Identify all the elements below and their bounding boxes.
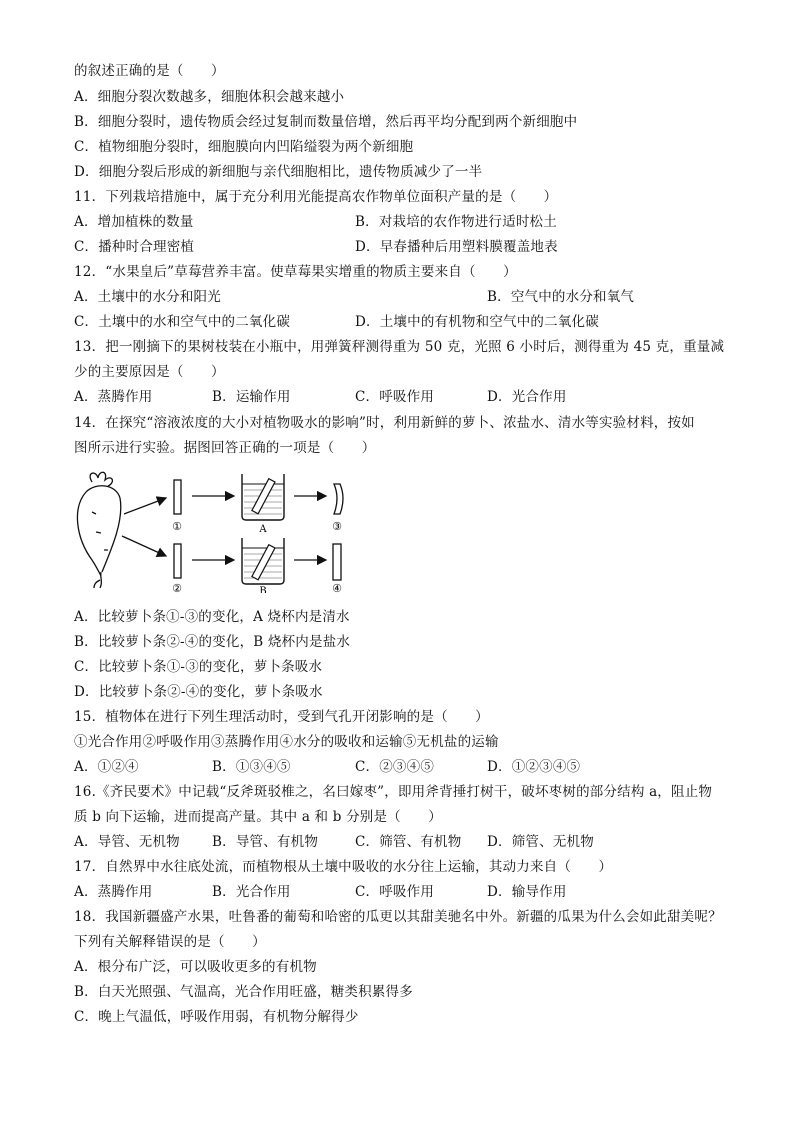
q14-option-b: B．比较萝卜条②-④的变化，B 烧杯内是盐水 [74,634,351,650]
q15-option-d: D．①②③④⑤ [487,759,581,775]
q12-stem: 12．“水果皇后”草莓营养丰富。使草莓果实增重的物质主要来自（ ） [74,264,517,280]
q14-stem-line1: 14．在探究“溶液浓度的大小对植物吸水的影响”时，利用新鲜的萝卜、浓盐水、清水等实验材料，按如 [74,415,695,431]
radish-strip-4 [333,544,341,580]
q18-option-a: A．根分布广泛，可以吸收更多的有机物 [74,959,317,975]
beaker-a-label: A [259,524,267,535]
q13-option-a: A．蒸腾作用 [74,389,153,405]
q10-option-b: B．细胞分裂时，遗传物质会经过复制而数量倍增，然后再平均分配到两个新细胞中 [74,114,578,130]
q16-option-a: A．导管、无机物 [74,834,180,850]
q16-stem-line1: 16.《齐民要术》中记载“反斧斑驳椎之，名曰嫁枣”，即用斧背捶打树干，破坏枣树的部分结构 a，阻止物 [74,784,713,800]
strip-label-3: ③ [332,520,342,533]
q15-option-c: C．②③④⑤ [355,759,435,775]
q10-stem-end: 的叙述正确的是（ ） [74,63,225,79]
q11-option-d: D．早春播种后用塑料膜覆盖地表 [355,239,558,255]
q18-stem-line1: 18．我国新疆盛产水果，吐鲁番的葡萄和哈密的瓜更以其甜美驰名中外。新疆的瓜果为什么会如此甜美呢？ [74,909,722,925]
strip-label-2: ② [172,582,182,593]
q18-option-c: C．晚上气温低，呼吸作用弱，有机物分解得少 [74,1009,359,1025]
strip-label-1: ① [172,520,182,533]
q18-stem-line2: 下列有关解释错误的是（ ） [74,934,266,950]
q12-option-d: D．土壤中的有机物和空气中的二氧化碳 [355,314,599,330]
q13-option-b: B．运输作用 [212,389,291,405]
beaker-b-label: B [259,586,267,593]
q15-option-a: A．①②④ [74,759,139,775]
radish-experiment-figure [72,468,362,593]
q15-option-b: B．①③④⑤ [212,759,291,775]
q11-option-a: A．增加植株的数量 [74,214,194,230]
q12-option-a: A．土壤中的水分和阳光 [74,289,221,305]
q16-option-c: C．筛管、有机物 [355,834,462,850]
beaker-a [242,474,284,535]
q13-option-c: C．呼吸作用 [355,389,435,405]
q11-stem: 11．下列栽培措施中，属于充分利用光能提高农作物单位面积产量的是（ ） [74,189,558,205]
strip-label-4: ④ [332,582,342,593]
q15-list: ①光合作用②呼吸作用③蒸腾作用④水分的吸收和运输⑤无机盐的运输 [74,734,499,750]
radish-strip-2 [174,544,181,578]
q12-option-b: B．空气中的水分和氧气 [487,289,635,305]
q11-option-c: C．播种时合理密植 [74,239,195,255]
q17-option-a: A．蒸腾作用 [74,884,153,900]
q16-option-d: D．筛管、无机物 [487,834,594,850]
q17-option-d: D．输导作用 [487,884,567,900]
q14-option-d: D．比较萝卜条②-④的变化，萝卜条吸水 [74,684,323,700]
q10-option-a: A．细胞分裂次数越多，细胞体积会越来越小 [74,89,345,105]
beaker-b [242,538,284,593]
q17-option-b: B．光合作用 [212,884,291,900]
q11-option-b: B．对栽培的农作物进行适时松土 [355,214,557,230]
q16-option-b: B．导管、有机物 [212,834,319,850]
q12-option-c: C．土壤中的水和空气中的二氧化碳 [74,314,291,330]
q13-option-d: D．光合作用 [487,389,567,405]
q10-option-c: C．植物细胞分裂时，细胞膜向内凹陷缢裂为两个新细胞 [74,139,414,155]
q14-option-a: A．比较萝卜条①-③的变化，A 烧杯内是清水 [74,609,350,625]
q16-stem-line2: 质 b 向下运输，进而提高产量。其中 a 和 b 分别是（ ） [74,809,442,825]
q13-stem-line1: 13．把一刚摘下的果树枝装在小瓶中，用弹簧秤测得重为 50 克，光照 6 小时后，测得重为 45 克，重量减 [74,339,725,355]
q10-option-d: D．细胞分裂后形成的新细胞与亲代细胞相比，遗传物质减少了一半 [74,164,483,180]
q14-option-c: C．比较萝卜条①-③的变化，萝卜条吸水 [74,659,323,675]
radish-illustration [77,472,120,588]
q14-stem-line2: 图所示进行实验。据图回答正确的一项是（ ） [74,440,376,456]
q17-option-c: C．呼吸作用 [355,884,435,900]
q17-stem: 17．自然界中水往底处流，而植物根从土壤中吸收的水分往上运输，其动力来自（ ） [74,859,613,875]
radish-strip-1 [174,480,181,514]
radish-strip-3 [334,484,343,514]
q18-option-b: B．白天光照强、气温高，光合作用旺盛，糖类积累得多 [74,984,413,1000]
q13-stem-line2: 少的主要原因是（ ） [74,364,225,380]
q15-stem: 15．植物体在进行下列生理活动时，受到气孔开闭影响的是（ ） [74,709,489,725]
